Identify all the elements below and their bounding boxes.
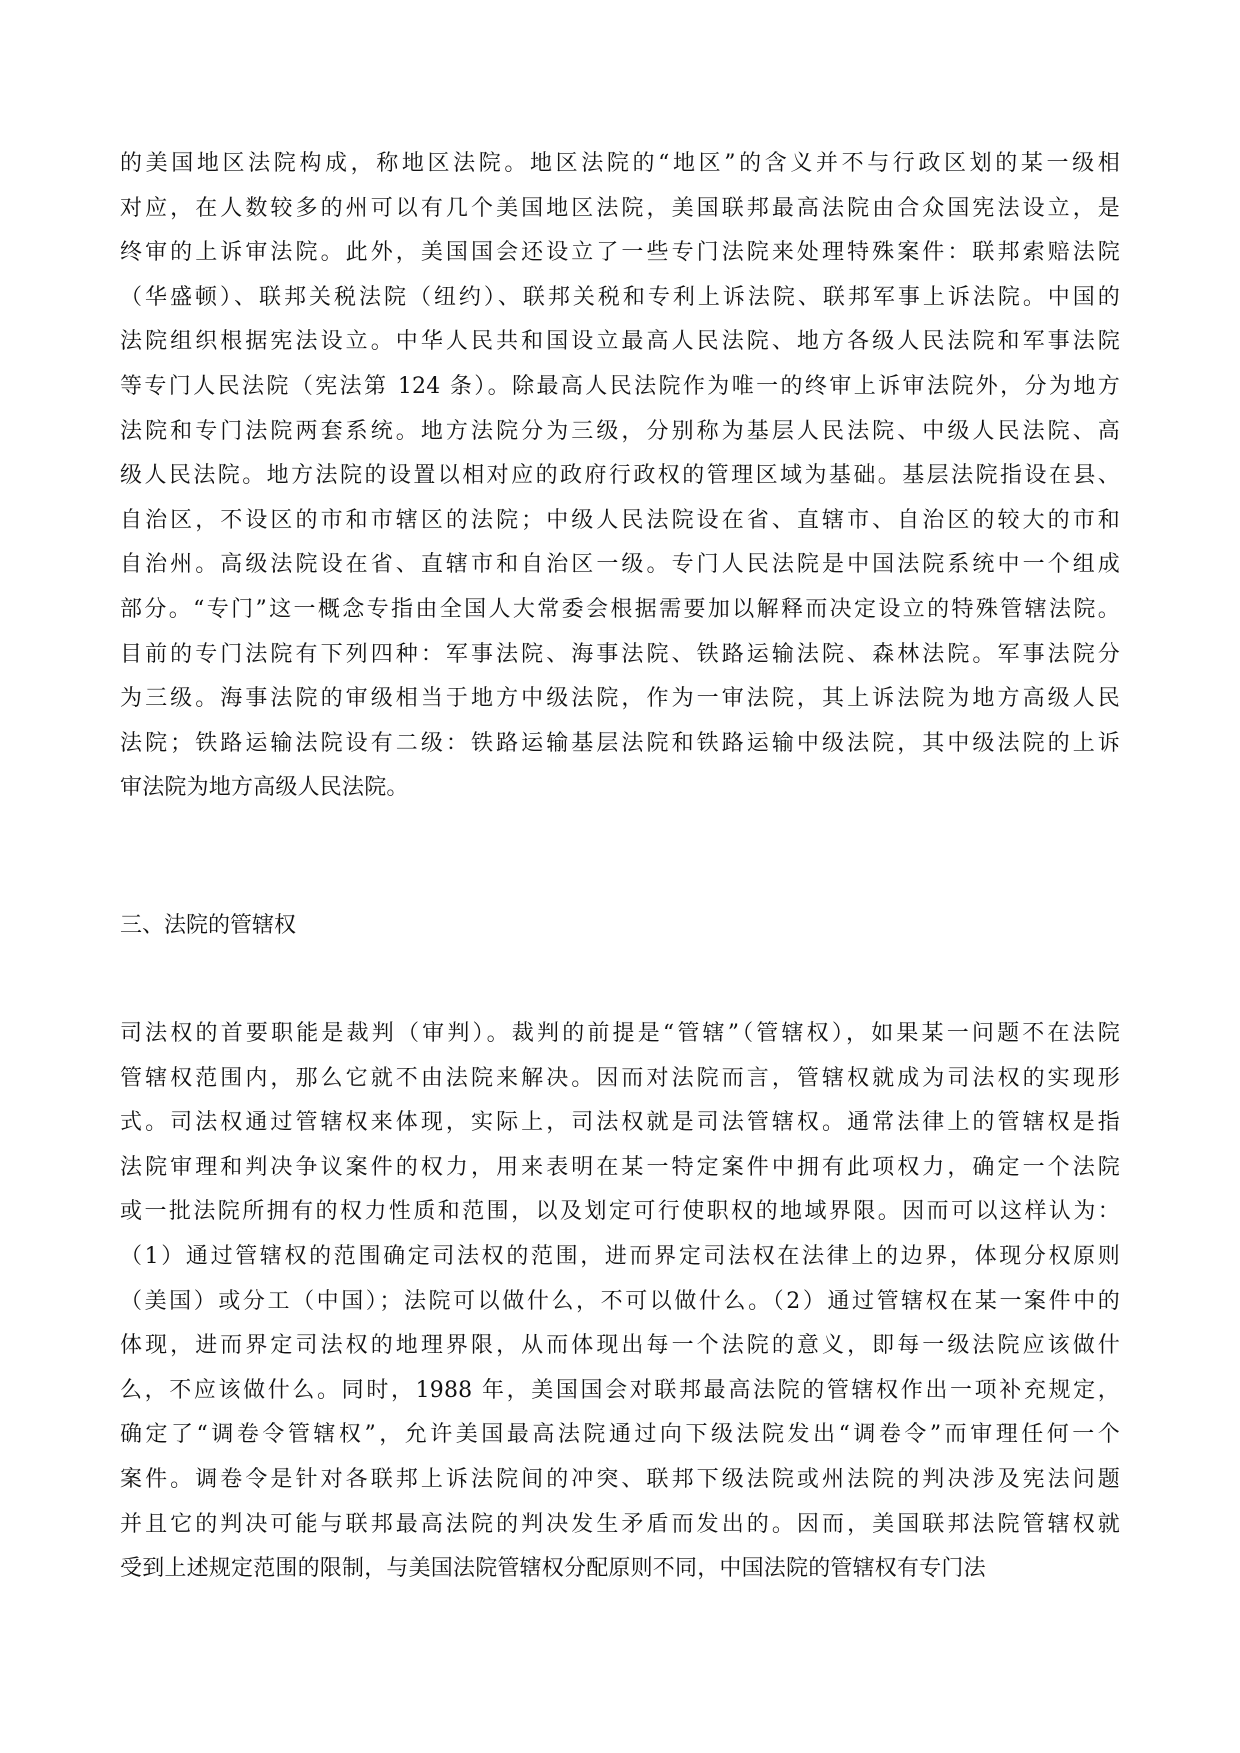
text-line: 为三级。海事法院的审级相当于地方中级法院，作为一审法院，其上诉法院为地方高级人民 xyxy=(120,686,1120,712)
text-line: 法院；铁路运输法院设有二级：铁路运输基层法院和铁路运输中级法院，其中级法院的上诉 xyxy=(120,730,1120,756)
text-line: （华盛顿）、联邦关税法院（纽约）、联邦关税和专利上诉法院、联邦军事上诉法院。中国的 xyxy=(120,284,1120,310)
text-line: 并且它的判决可能与联邦最高法院的判决发生矛盾而发出的。因而，美国联邦法院管辖权就 xyxy=(120,1511,1120,1537)
text-line: 么，不应该做什么。同时，1988 年，美国国会对联邦最高法院的管辖权作出一项补充规定， xyxy=(120,1377,1120,1403)
text-line: 自治州。高级法院设在省、直辖市和自治区一级。专门人民法院是中国法院系统中一个组成 xyxy=(120,552,1120,578)
text-line: （1）通过管辖权的范围确定司法权的范围，进而界定司法权在法律上的边界，体现分权原则 xyxy=(120,1243,1120,1269)
text-line: 审法院为地方高级人民法院。 xyxy=(120,775,409,801)
text-line: 法院和专门法院两套系统。地方法院分为三级，分别称为基层人民法院、中级人民法院、高 xyxy=(120,418,1120,444)
paragraph-court-structure xyxy=(120,142,1120,811)
section-heading: 三、法院的管辖权 xyxy=(120,913,297,938)
text-line: 级人民法院。地方法院的设置以相对应的政府行政权的管理区域为基础。基层法院指设在县、 xyxy=(120,463,1120,489)
text-line: 式。司法权通过管辖权来体现，实际上，司法权就是司法管辖权。通常法律上的管辖权是指 xyxy=(120,1110,1120,1136)
text-line: 对应，在人数较多的州可以有几个美国地区法院，美国联邦最高法院由合众国宪法设立，是 xyxy=(120,195,1120,221)
text-line: 司法权的首要职能是裁判（审判）。裁判的前提是“管辖”（管辖权），如果某一问题不在法院 xyxy=(120,1021,1120,1046)
text-line: 自治区，不设区的市和市辖区的法院；中级人民法院设在省、直辖市、自治区的较大的市和 xyxy=(120,507,1120,533)
text-line: 法院组织根据宪法设立。中华人民共和国设立最高人民法院、地方各级人民法院和军事法院 xyxy=(120,329,1120,355)
text-line: 法院审理和判决争议案件的权力，用来表明在某一特定案件中拥有此项权力，确定一个法院 xyxy=(120,1154,1120,1180)
text-line: 等专门人民法院（宪法第 124 条）。除最高人民法院作为唯一的终审上诉审法院外，分为地方 xyxy=(120,373,1120,399)
text-line: 部分。“专门”这一概念专指由全国人大常委会根据需要加以解释而决定设立的特殊管辖法院。 xyxy=(120,596,1120,622)
text-line: 管辖权范围内，那么它就不由法院来解决。因而对法院而言，管辖权就成为司法权的实现形 xyxy=(120,1065,1120,1091)
text-line: 的美国地区法院构成，称地区法院。地区法院的“地区”的含义并不与行政区划的某一级相 xyxy=(120,151,1120,176)
paragraph-jurisdiction xyxy=(120,1012,1120,1592)
text-line: 终审的上诉审法院。此外，美国国会还设立了一些专门法院来处理特殊案件：联邦索赔法院 xyxy=(120,240,1120,266)
text-line: 或一批法院所拥有的权力性质和范围，以及划定可行使职权的地域界限。因而可以这样认为： xyxy=(120,1199,1120,1225)
text-line: 确定了“调卷令管辖权”，允许美国最高法院通过向下级法院发出“调卷令”而审理任何一个 xyxy=(120,1422,1120,1448)
text-line: 体现，进而界定司法权的地理界限，从而体现出每一个法院的意义，即每一级法院应该做什 xyxy=(120,1333,1120,1359)
text-line: 目前的专门法院有下列四种：军事法院、海事法院、铁路运输法院、森林法院。军事法院分 xyxy=(120,641,1120,667)
text-line: 案件。调卷令是针对各联邦上诉法院间的冲突、联邦下级法院或州法院的判决涉及宪法问题 xyxy=(120,1466,1120,1492)
text-line: （美国）或分工（中国）；法院可以做什么，不可以做什么。（2）通过管辖权在某一案件中的 xyxy=(120,1288,1120,1314)
text-line: 受到上述规定范围的限制，与美国法院管辖权分配原则不同，中国法院的管辖权有专门法 xyxy=(120,1556,986,1582)
